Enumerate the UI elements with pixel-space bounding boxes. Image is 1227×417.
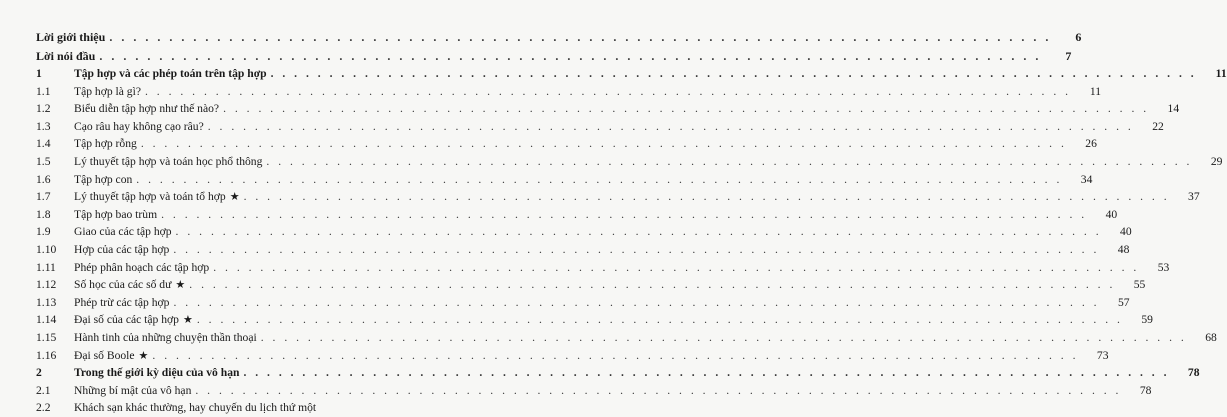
star-icon: ★ <box>229 191 240 204</box>
entry-number: 1.12 <box>36 278 57 292</box>
page-number: 14 <box>1167 102 1180 116</box>
star-icon: ★ <box>182 314 193 327</box>
entry-title: Hành tinh của những chuyện thần thoại <box>74 330 257 344</box>
section-entry <box>36 276 1146 294</box>
entry-title: Đại số Boole <box>74 348 135 362</box>
page-number: 55 <box>1133 278 1146 292</box>
entry-title: Số học của các số dư <box>74 278 172 292</box>
page-number: 22 <box>1152 119 1164 133</box>
dot-leader <box>189 276 1115 294</box>
page-number: 68 <box>1205 330 1217 344</box>
dot-leader <box>152 347 1078 365</box>
entry-number: 1.3 <box>36 119 51 133</box>
dot-leader <box>213 259 1139 277</box>
dot-leader <box>197 311 1123 329</box>
entry-title: Đại số của các tập hợp <box>74 313 179 327</box>
page-number: 6 <box>1075 30 1082 44</box>
page-number: 53 <box>1157 260 1170 274</box>
front-matter-entry <box>36 28 1082 47</box>
section-entry <box>36 118 1164 136</box>
entry-number: 1.1 <box>36 84 51 98</box>
page-number: 73 <box>1096 348 1109 362</box>
dot-leader <box>99 47 1041 66</box>
chapter-entry <box>36 65 1227 83</box>
entry-title: Tập hợp bao trùm <box>74 207 158 221</box>
entry-title: Cạo râu hay không cạo râu? <box>74 119 204 133</box>
entry-title: Lý thuyết tập hợp và toán tổ hợp <box>74 190 226 204</box>
section-entry <box>36 382 1152 400</box>
entry-title: Trong thế giới kỳ diệu của vô hạn <box>74 366 240 380</box>
dot-leader <box>141 135 1067 153</box>
section-entry <box>36 188 1200 206</box>
page-number: 78 <box>1187 366 1200 380</box>
entry-number: 1.9 <box>36 225 51 239</box>
page-number: 29 <box>1210 154 1223 168</box>
section-entry <box>36 399 360 417</box>
entry-title: Khách sạn khác thường, hay chuyến du lịch thứ một <box>74 401 317 415</box>
page-number: 78 <box>1139 383 1152 397</box>
entry-number: 2.1 <box>36 383 51 397</box>
section-entry <box>36 223 1132 241</box>
entry-title: Phép trừ các tập hợp <box>74 295 170 309</box>
section-entry <box>36 294 1130 312</box>
entry-title: Biểu diễn tập hợp như thế nào? <box>74 102 220 116</box>
entry-number: 1.11 <box>36 260 56 274</box>
entry-title: Giao của các tập hợp <box>74 225 172 239</box>
section-entry <box>36 206 1118 224</box>
dot-leader <box>176 223 1102 241</box>
dot-leader <box>261 329 1187 347</box>
entry-title: Những bí mật của vô hạn <box>74 383 192 397</box>
entry-number: 1.8 <box>36 207 51 221</box>
section-entry <box>36 347 1109 365</box>
dot-leader <box>173 294 1099 312</box>
entry-number: 1.4 <box>36 137 51 151</box>
entry-number: 1.14 <box>36 313 57 327</box>
front-matter-entry <box>36 47 1072 66</box>
dot-leader <box>208 118 1134 136</box>
entry-number: 1.6 <box>36 172 51 186</box>
entry-title: Tập hợp là gì? <box>74 84 141 98</box>
page-number: 37 <box>1188 190 1200 204</box>
section-entry <box>36 135 1097 153</box>
section-entry <box>36 329 1217 347</box>
entry-number: 1.2 <box>36 102 51 116</box>
entry-number: 1.5 <box>36 154 51 168</box>
section-entry <box>36 153 1223 171</box>
dot-leader <box>271 65 1197 83</box>
front-matter-list <box>36 28 1082 65</box>
entry-number: 1.13 <box>36 295 57 309</box>
section-entry <box>36 171 1093 189</box>
page-number: 40 <box>1105 207 1118 221</box>
section-entry <box>36 100 1180 118</box>
star-icon: ★ <box>175 279 186 292</box>
entry-number: 1.7 <box>36 190 51 204</box>
page-number: 48 <box>1117 242 1130 256</box>
section-entry <box>36 241 1130 259</box>
dot-leader <box>109 28 1051 47</box>
page-number: 11 <box>1089 84 1102 98</box>
dot-leader <box>145 83 1071 101</box>
chapter-entry <box>36 364 1200 382</box>
entry-title: Tập hợp và các phép toán trên tập hợp <box>74 67 267 80</box>
dot-leader <box>195 382 1121 400</box>
page-number: 11 <box>1215 67 1227 80</box>
entry-title: Tập hợp rỗng <box>74 137 137 151</box>
entry-number: 1 <box>36 67 42 80</box>
dot-leader <box>266 153 1192 171</box>
dot-leader <box>173 241 1099 259</box>
entry-number: 2 <box>36 366 42 380</box>
entry-number: 1.10 <box>36 242 57 256</box>
page-number: 57 <box>1117 295 1130 309</box>
dot-leader <box>244 188 1170 206</box>
dot-leader <box>136 171 1062 189</box>
entry-title: Lý thuyết tập hợp và toán học phổ thông <box>74 154 263 168</box>
entry-title: Hợp của các tập hợp <box>74 242 170 256</box>
page-number: 7 <box>1065 48 1072 63</box>
page-number: 59 <box>1141 313 1153 327</box>
page-number: 26 <box>1085 137 1097 151</box>
page-number: 34 <box>1080 172 1093 186</box>
entry-title: Lời giới thiệu <box>36 30 106 44</box>
entry-number: 1.15 <box>36 330 57 344</box>
dot-leader <box>161 206 1087 224</box>
entry-title: Lời nói đầu <box>36 48 96 63</box>
toc-entry-list <box>36 65 1227 417</box>
section-entry <box>36 83 1102 101</box>
entry-title: Tập hợp con <box>74 172 133 186</box>
section-entry <box>36 311 1153 329</box>
entry-title: Phép phân hoạch các tập hợp <box>74 260 210 274</box>
page-number: 40 <box>1120 225 1132 239</box>
entry-number: 2.2 <box>36 401 51 415</box>
dot-leader <box>223 100 1149 118</box>
entry-number: 1.16 <box>36 348 57 362</box>
star-icon: ★ <box>138 349 149 362</box>
dot-leader <box>243 364 1169 382</box>
section-entry <box>36 259 1170 277</box>
